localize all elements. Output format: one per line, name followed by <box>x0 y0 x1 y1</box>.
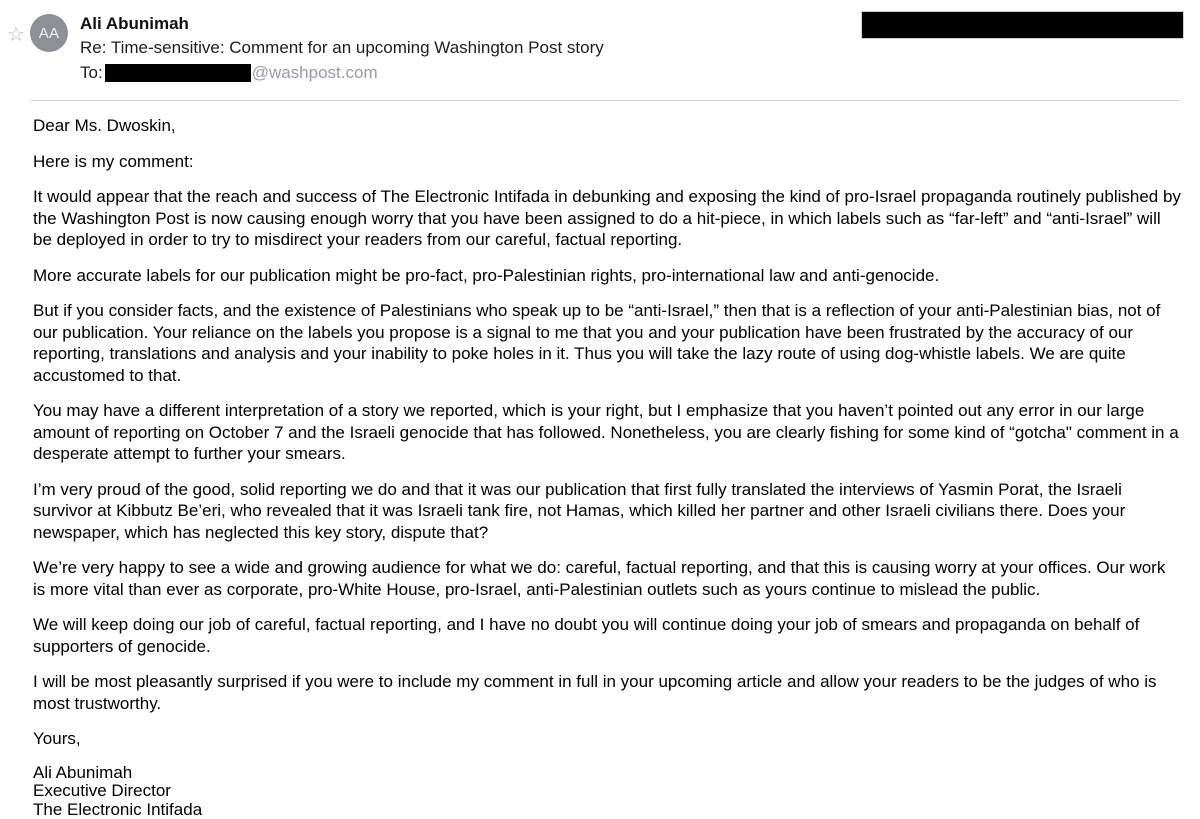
body-paragraph: We will keep doing our job of careful, factual reporting, and I have no doubt you will continue doing your job of smears and propaganda on behalf of supporters of genocide. <box>33 614 1181 657</box>
avatar[interactable] <box>30 14 68 52</box>
body-paragraph: We’re very happy to see a wide and growing audience for what we do: careful, factual reporting, and that this is causing worry at your offices. Our work is more vital than ever as corporate, pro-White House, pro-Israel, anti-Palestinian outlets such as yours continue to mislead the public. <box>33 557 1181 600</box>
star-icon[interactable]: ☆ <box>4 23 28 47</box>
signature-block <box>33 764 1181 819</box>
body-paragraph: But if you consider facts, and the existence of Palestinians who speak up to be “anti-Israel,” then that is a reflection of your anti-Palestinian bias, not of our publication. Your reliance on the labels you propose is a signal to me that you and your publication have been frustrated by the accuracy of our reporting, translations and analysis and your inability to poke holes in it. Thus you will take the lazy route of using dog-whistle labels. We are quite accustomed to that. <box>33 300 1181 386</box>
to-label: To: <box>80 62 103 84</box>
body-paragraph: Here is my comment: <box>33 151 1181 173</box>
to-line <box>80 62 604 84</box>
email-header <box>0 0 1200 100</box>
datetime-redaction-bar <box>862 12 1183 38</box>
body-paragraph: I’m very proud of the good, solid reporting we do and that it was our publication that first fully translated the interviews of Yasmin Porat, the Israeli survivor at Kibbutz Be’eri, who revealed that it was Israeli tank fire, not Hamas, which killed her partner and other Israeli civilians there. Does your newspaper, which has neglected this key story, dispute that? <box>33 479 1181 544</box>
signature-name: Ali Abunimah <box>33 764 1181 783</box>
to-address-redaction-bar <box>105 64 251 82</box>
sender-name: Ali Abunimah <box>80 13 604 35</box>
email-body <box>33 101 1181 819</box>
header-text <box>80 13 604 84</box>
body-paragraph: I will be most pleasantly surprised if you were to include my comment in full in your upcoming article and allow your readers to be the judges of who is most trustworthy. <box>33 671 1181 714</box>
to-domain: @washpost.com <box>252 62 378 84</box>
avatar-initials: AA <box>39 25 60 42</box>
body-paragraph: Dear Ms. Dwoskin, <box>33 115 1181 137</box>
body-paragraph: Yours, <box>33 728 1181 750</box>
body-paragraph: You may have a different interpretation of a story we reported, which is your right, but I emphasize that you haven’t pointed out any error in our large amount of reporting on October 7 and the Israeli genocide that has followed. Nonetheless, you are clearly fishing for some kind of “gotcha" comment in a desperate attempt to further your smears. <box>33 400 1181 465</box>
body-paragraph: More accurate labels for our publication might be pro-fact, pro-Palestinian rights, pro-international law and anti-genocide. <box>33 265 1181 287</box>
body-paragraph: It would appear that the reach and success of The Electronic Intifada in debunking and exposing the kind of pro-Israel propaganda routinely published by the Washington Post is now causing enough worry that you have been assigned to do a hit-piece, in which labels such as “far-left” and “anti-Israel” will be deployed in order to try to misdirect your readers from our careful, factual reporting. <box>33 186 1181 251</box>
signature-title: Executive Director <box>33 782 1181 801</box>
subject-line: Re: Time-sensitive: Comment for an upcoming Washington Post story <box>80 37 604 59</box>
signature-org: The Electronic Intifada <box>33 801 1181 819</box>
